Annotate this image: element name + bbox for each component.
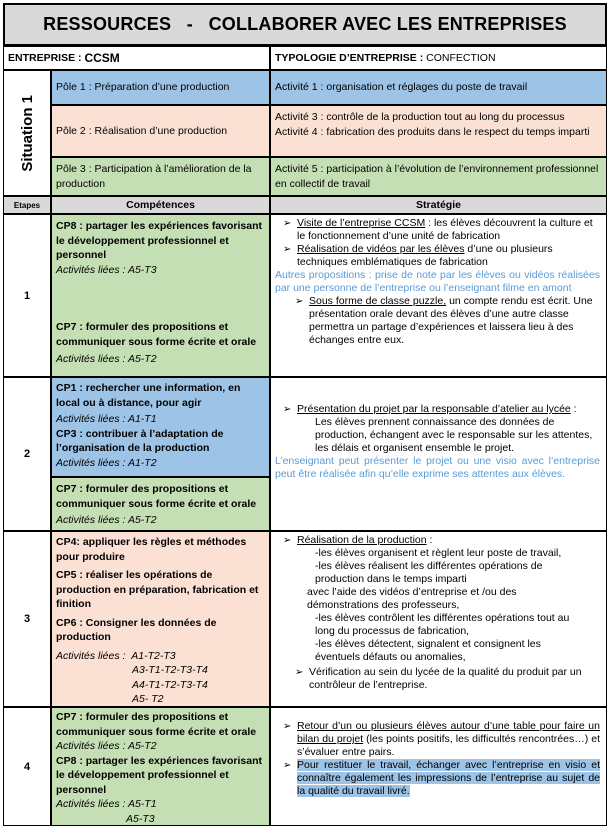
cp1-title: CP1 : rechercher une information, en local ou à distance, pour agir: [56, 382, 241, 409]
etape-1-competences: [51, 214, 270, 377]
cp7-title-2: CP7 : formuler des propositions et communiquer sous forme écrite et orale: [56, 483, 257, 510]
etape-3-number: [3, 531, 51, 707]
strat-3-line-5: -les élèves détectent, signalent et consignent les éventuels défauts ou anomalies,: [315, 638, 541, 663]
etape-1-num: 1: [23, 289, 31, 302]
strat-2-blue: L’enseignant peut présenter le projet ou une visio avec l’entreprise peut être réalisée afin qu’elle exprime ses attentes aux élèves.: [275, 455, 600, 480]
liees-a3: A3-T1-T2-T3-T4: [132, 664, 208, 676]
entreprise-label: ENTREPRISE :: [8, 51, 82, 64]
pole-3-activites: [270, 157, 607, 196]
typologie-label: TYPOLOGIE D’ENTREPRISE :: [275, 51, 424, 64]
strat-3-line-4: -les élèves contrôlent les différentes opérations tout au long du processus de fabrication,: [315, 612, 570, 637]
pole-2-label: Pôle 2 : Réalisation d’une production: [56, 124, 228, 137]
header-competences: [51, 196, 270, 214]
etape-3-num: 3: [23, 613, 31, 625]
liees-a4: A4-T1-T2-T3-T4: [132, 678, 208, 691]
strat-1-b3-rest: un compte rendu est écrit. Une présentation orale devant des élèves d’une autre classe permettra un partage d’expériences et laissera lieu à des échanges entre eux.: [309, 295, 593, 346]
cp8-liees-4b: A5-T3: [126, 812, 155, 825]
strat-1-b2-u: Réalisation de vidéos par les élèves: [297, 243, 465, 255]
strat-2-b1-rest: :: [570, 403, 577, 415]
cp8-liees-4a: Activités liées : A5-T1: [56, 798, 157, 810]
strat-3-lines: [281, 547, 600, 586]
strat-4-bullet-1: ➢ Retour d’un ou plusieurs élèves autour d’une table pour faire un bilan du projet (les points positifs, les difficultés rencontrées…) et s’évaluer entre pairs.: [283, 720, 600, 758]
typologie-cell: [270, 46, 607, 70]
activite-5: Activité 5 : participation à l’évolution de l’environnement professionnel en collectif de travail: [275, 163, 599, 190]
strat-1-bullet-3: ➢ Sous forme de classe puzzle, un compte rendu est écrit. Une présentation orale devant des élèves d’une autre classe permettra un partage d’expériences et laissera lieu à des échanges entre eux.: [295, 295, 593, 346]
page-title: [3, 3, 607, 46]
etape-1-strategie: [270, 214, 607, 377]
situation-label: Situation 1: [18, 94, 36, 172]
strat-1-b1-rest: : les élèves découvrent la culture et le fonctionnement d’une unité de fabrication: [297, 217, 593, 242]
etape-3-competences: [51, 531, 270, 707]
cp7-liees-2: Activités liées : A5-T2: [56, 514, 157, 526]
header-competences-label: Compétences: [126, 198, 195, 211]
cp5-title: CP5 : réaliser les opérations de production en préparation, fabrication et finition: [56, 569, 259, 610]
strat-3-b1-u: Réalisation de la production: [297, 534, 427, 546]
pole-2-activites: [270, 105, 607, 157]
strat-3-line-2: -les élèves réalisent les différentes opérations de production dans le temps imparti: [315, 560, 543, 585]
header-etapes-label: Etapes: [13, 200, 41, 210]
liees-a5: A5- T2: [132, 693, 164, 705]
typologie-value: CONFECTION: [426, 51, 496, 64]
entreprise-cell: [3, 46, 270, 70]
liees-a1: A1-T2-T3: [131, 649, 176, 662]
strat-1-blue: Autres propositions : prise de note par les élèves ou vidéos réalisées par une personne de l’entreprise ou l’enseignant filme en amont: [275, 269, 600, 294]
pole-3-label: Pôle 3 : Participation à l’amélioration de la production: [56, 163, 252, 190]
strat-3-bullet-1: ➢ Réalisation de la production :: [283, 534, 433, 546]
strat-4-b2: Pour restituer le travail, échanger avec l’entreprise en visio et connaître également les impressions de l’entreprise au sujet de la qualité du travail livré.: [297, 759, 600, 797]
etape-3-strategie: [270, 531, 607, 707]
strat-3-bullet-2: ➢ Vérification au sein du lycée de la qualité du produit par un contrôleur de l’entreprise.: [295, 666, 582, 691]
cp8-liees: Activités liées : A5-T3: [56, 263, 157, 276]
cp3-liees: Activités liées : A1-T2: [56, 456, 157, 469]
cp1-liees: Activités liées : A1-T1: [56, 413, 157, 425]
cp7-title: CP7 : formuler des propositions et communiquer sous forme écrite et orale: [56, 321, 257, 348]
strat-3-b2: Vérification au sein du lycée de la qualité du produit par un contrôleur de l’entreprise.: [309, 666, 582, 691]
pole-3: [51, 157, 270, 196]
strat-1-bullet-2: ➢ Réalisation de vidéos par les élèves d’une ou plusieurs techniques emblématiques de fabrication: [283, 243, 553, 268]
header-strategie: [270, 196, 607, 214]
strat-1-b1-u: Visite de l’entreprise CCSM: [297, 217, 426, 229]
strat-3-line-1: -les élèves organisent et règlent leur poste de travail,: [315, 547, 562, 559]
strat-1-b3-u: Sous forme de classe puzzle,: [309, 295, 447, 307]
cp4-title: CP4: appliquer les règles et méthodes pour produire: [56, 536, 247, 563]
strat-3-line-3: avec l’aide des vidéos d’entreprise et /ou des démonstrations des professeurs,: [307, 586, 517, 611]
etape-2-competences-b: [51, 477, 270, 531]
activite-1: Activité 1 : organisation et réglages du poste de travail: [275, 81, 528, 94]
strat-2-b1-u: Présentation du projet par la responsable d’atelier au lycée: [297, 403, 571, 415]
etape-4-number: [3, 707, 51, 826]
header-strategie-label: Stratégie: [416, 198, 461, 211]
cp7-liees-4: Activités liées : A5-T2: [56, 740, 157, 752]
strat-4-bullet-2: ➢ Pour restituer le travail, échanger avec l’entreprise en visio et connaître également les impressions de l’entreprise au sujet de la qualité du travail livré.: [283, 759, 600, 797]
etape-4-competences: [51, 707, 270, 826]
cp7-liees: Activités liées : A5-T2: [56, 353, 157, 365]
cp3-title: CP3 : contribuer à l’adaptation de l’organisation de la production: [56, 427, 224, 454]
title-text: RESSOURCES - COLLABORER AVEC LES ENTREPRISES: [43, 14, 567, 34]
strat-1-b2-rest: d’une ou plusieurs techniques emblématiques de fabrication: [297, 243, 553, 268]
cp6-title: CP6 : Consigner les données de production: [56, 616, 217, 643]
situation-cell: [3, 70, 51, 196]
etape-2-number: [3, 377, 51, 531]
cp7-title-4: CP7 : formuler des propositions et communiquer sous forme écrite et orale: [56, 711, 257, 738]
etape-4-strategie: [270, 707, 607, 826]
header-etapes: [3, 196, 51, 214]
strat-2-para: Les élèves prennent connaissance des données de production, échangent avec le responsable sur les attentes, les délais et organisent ensemble le projet.: [315, 416, 593, 454]
strat-1-bullet-1: ➢ Visite de l’entreprise CCSM : les élèves découvrent la culture et le fonctionnement d’une unité de fabrication: [283, 217, 593, 242]
activite-4: Activité 4 : fabrication des produits dans le respect du temps imparti: [275, 125, 590, 138]
strat-2-bullet-1: ➢ Présentation du projet par la responsable d’atelier au lycée :: [283, 403, 577, 415]
strat-3-b1-rest: :: [426, 534, 433, 546]
etape-2-competences-a: [51, 377, 270, 477]
pole-1-label: Pôle 1 : Préparation d’une production: [56, 81, 230, 94]
activite-3: Activité 3 : contrôle de la production tout au long du processus: [275, 111, 565, 123]
etape-2-strategie: [270, 377, 607, 531]
etape-2-num: 2: [23, 448, 31, 460]
strat-4-b1-u: Retour d’un ou plusieurs élèves autour d’une table pour faire un bilan du projet: [297, 720, 600, 745]
entreprise-value: CCSM: [84, 50, 120, 65]
pole-1: [51, 70, 270, 105]
etape-4-num: 4: [23, 760, 31, 773]
pole-2: [51, 105, 270, 157]
strat-4-b1-rest: (les points positifs, les difficultés rencontrées…) et s’évaluer entre pairs.: [297, 733, 600, 758]
cp8-title: CP8 : partager les expériences favorisant le développement professionnel et personnel: [56, 220, 263, 261]
cp8-title-4: CP8 : partager les expériences favorisant le développement professionnel et personnel: [56, 754, 263, 796]
etape-1-number: [3, 214, 51, 377]
cp-liees-label: Activités liées :: [56, 649, 126, 662]
pole-1-activites: [270, 70, 607, 105]
